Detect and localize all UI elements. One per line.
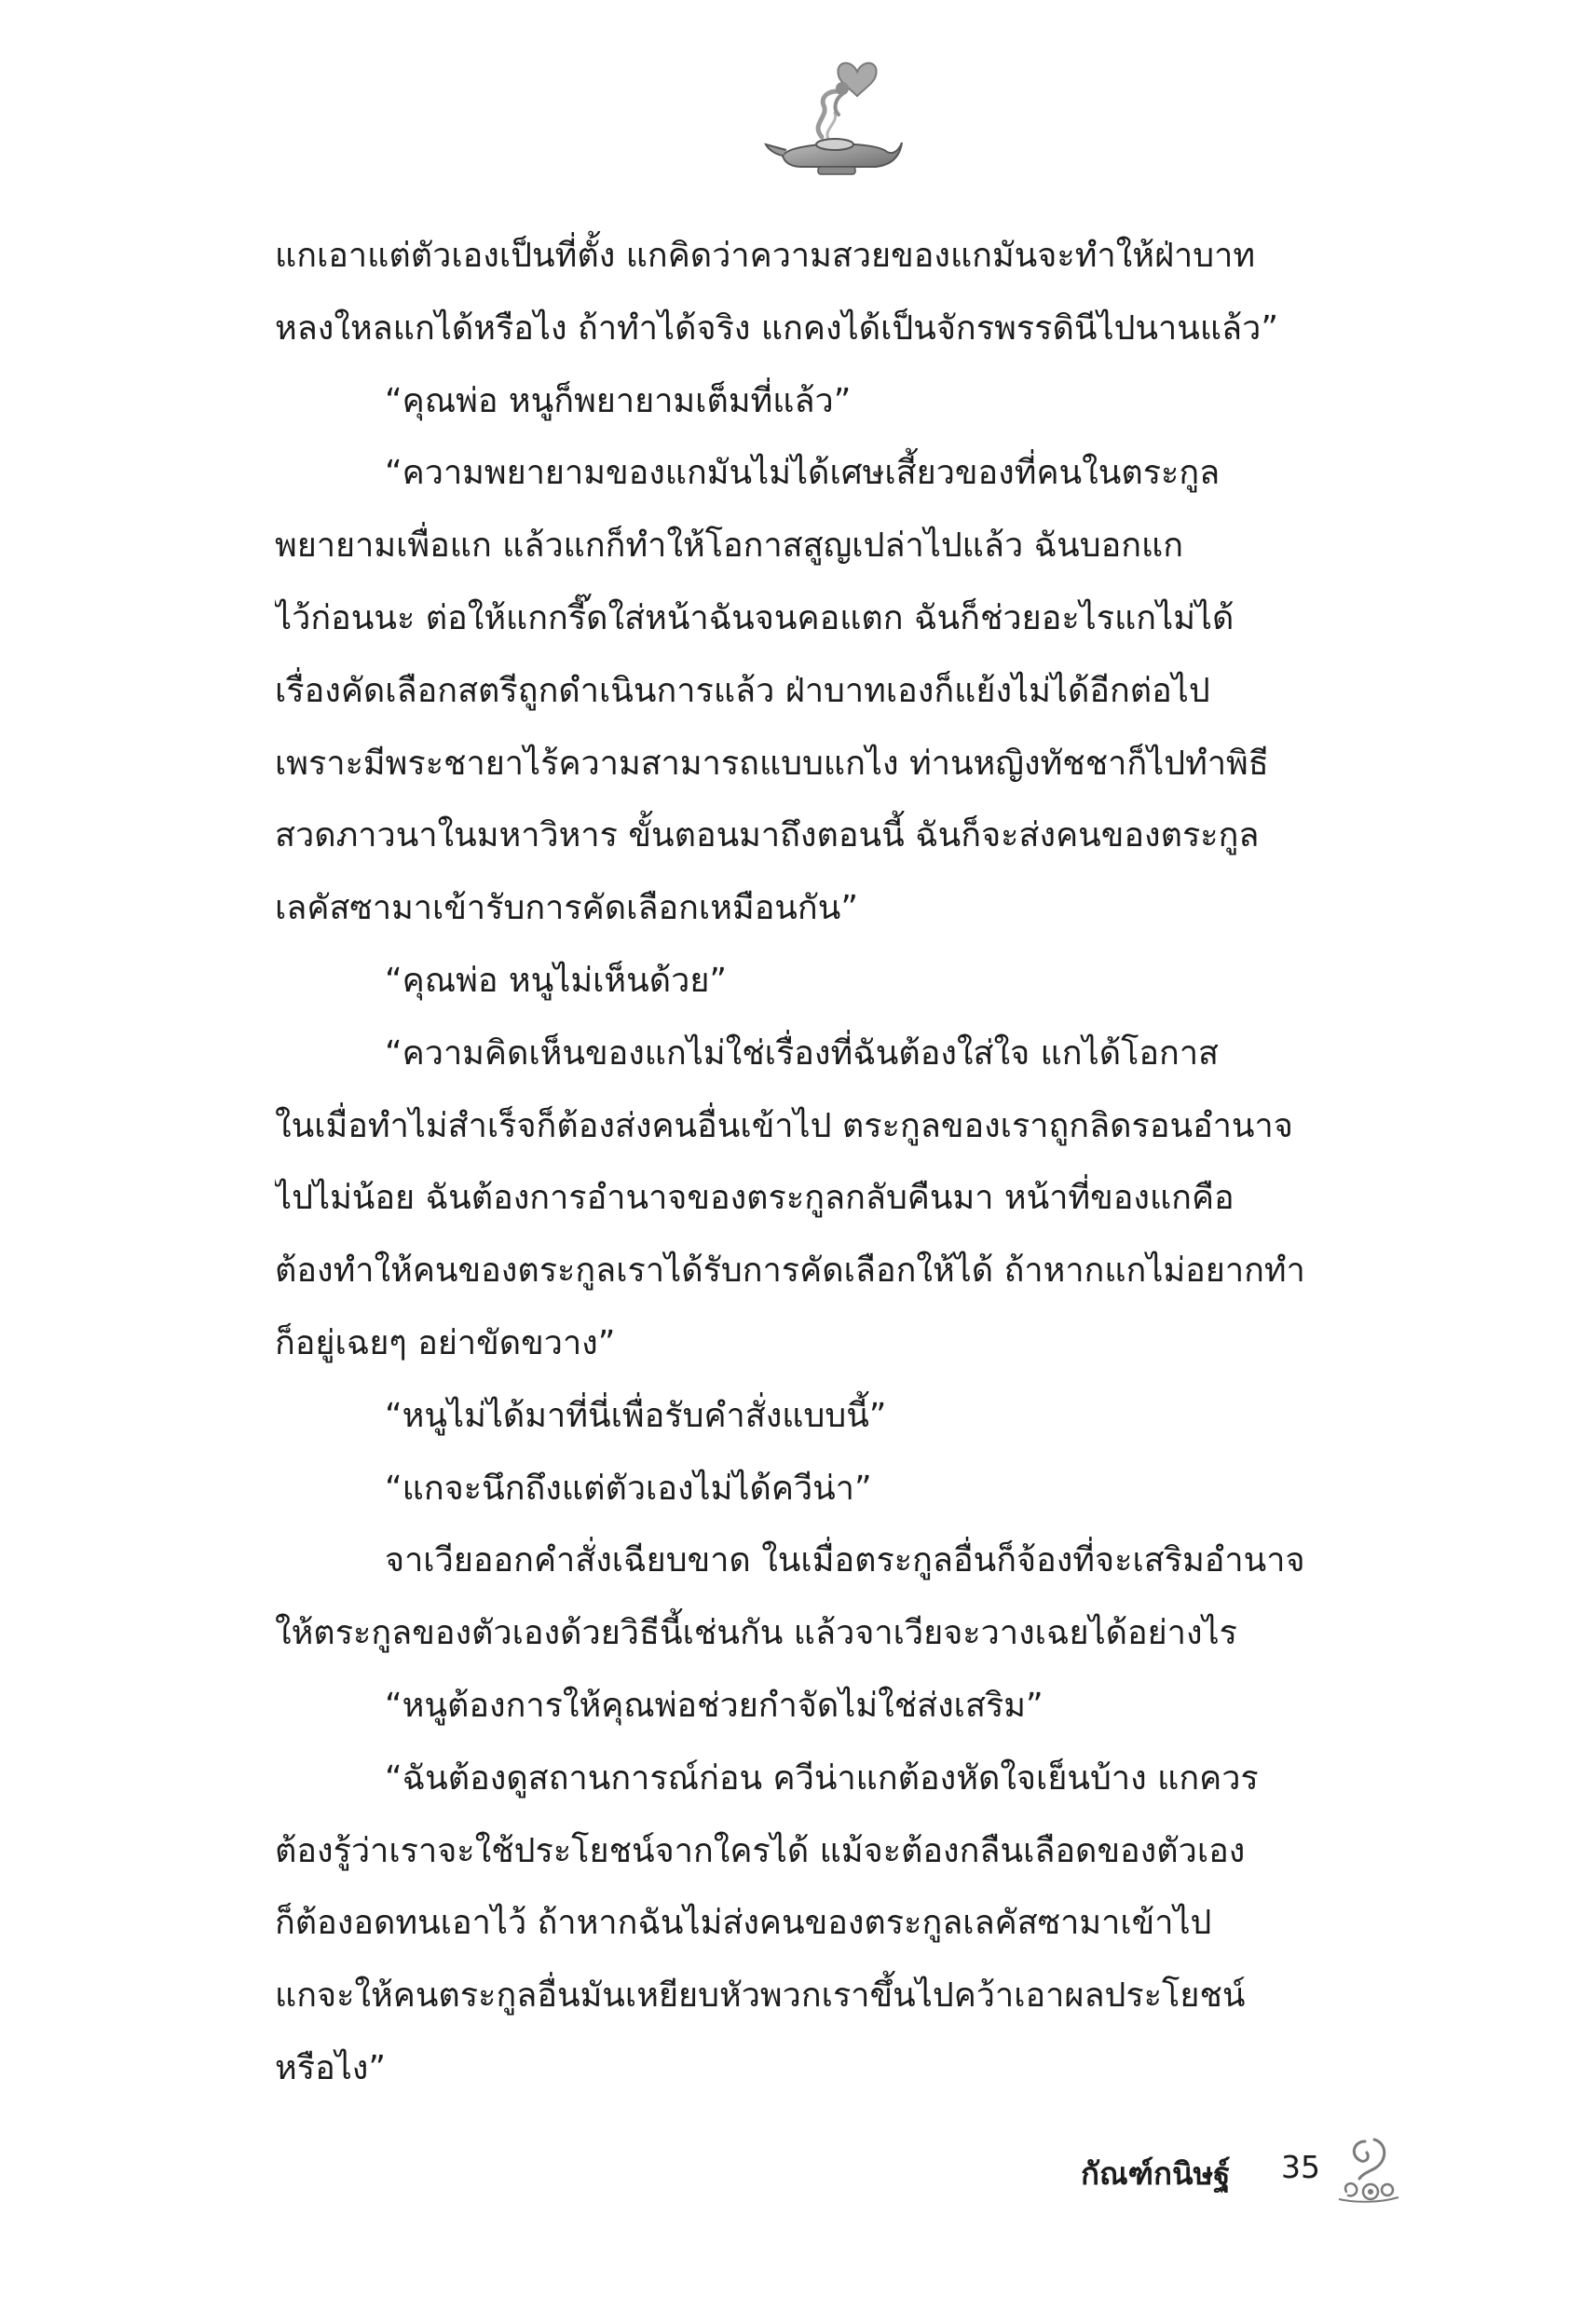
text-line: “หนูไม่ได้มาที่นี่เพื่อรับคำสั่งแบบนี้”: [385, 1396, 887, 1435]
text-line: ไปไม่น้อย ฉันต้องการอำนาจของตระกูลกลับคืนมา หน้าที่ของแกคือ: [275, 1179, 1235, 1218]
text-line: หรือไง”: [275, 2048, 387, 2087]
text-line: ไว้ก่อนนะ ต่อให้แกกรี๊ดใส่หน้าฉันจนคอแตก ฉันก็ช่วยอะไรแกไม่ได้: [275, 598, 1235, 637]
text-line: “ฉันต้องดูสถานการณ์ก่อน ควีน่าแกต้องหัดใจเย็นบ้าง แกควร: [385, 1758, 1259, 1798]
text-line: “คุณพ่อ หนูไม่เห็นด้วย”: [385, 961, 728, 1000]
page-footer: [1025, 2136, 1416, 2210]
text-line: พยายามเพื่อแก แล้วแกก็ทำให้โอกาสสูญเปล่าไปแล้ว ฉันบอกแก: [275, 526, 1184, 566]
text-line: ในเมื่อทำไม่สำเร็จก็ต้องส่งคนอื่นเข้าไป ตระกูลของเราถูกลิดรอนอำนาจ: [275, 1106, 1293, 1145]
text-line: “หนูต้องการให้คุณพ่อช่วยกำจัดไม่ใช่ส่งเสริม”: [385, 1686, 1044, 1725]
text-line: สวดภาวนาในมหาวิหาร ขั้นตอนมาถึงตอนนี้ ฉันก็จะส่งคนของตระกูล: [275, 816, 1260, 855]
floral-swirl-icon: [1337, 2136, 1402, 2206]
genie-lamp-with-heart-icon: [764, 51, 904, 182]
text-line: เพราะมีพระชายาไร้ความสามารถแบบแกไง ท่านหญิงทัชชาก็ไปทำพิธี: [275, 744, 1269, 783]
text-line: “ความพยายามของแกมันไม่ได้เศษเสี้ยวของที่คนในตระกูล: [385, 454, 1221, 493]
text-line: เรื่องคัดเลือกสตรีถูกดำเนินการแล้ว ฝ่าบาทเองก็แย้งไม่ได้อีกต่อไป: [275, 671, 1210, 710]
text-line: ก็ต้องอดทนเอาไว้ ถ้าหากฉันไม่ส่งคนของตระกูลเลคัสซามาเข้าไป: [275, 1904, 1212, 1943]
text-line: “คุณพ่อ หนูก็พยายามเต็มที่แล้ว”: [385, 381, 852, 420]
text-line: ให้ตระกูลของตัวเองด้วยวิธีนี้เช่นกัน แล้วจาเวียจะวางเฉยได้อย่างไร: [275, 1614, 1237, 1653]
text-line: แกเอาแต่ตัวเองเป็นที่ตั้ง แกคิดว่าความสวยของแกมันจะทำให้ฝ่าบาท: [275, 237, 1256, 275]
text-line: เลคัสซามาเข้ารับการคัดเลือกเหมือนกัน”: [275, 889, 858, 928]
text-line: ต้องทำให้คนของตระกูลเราได้รับการคัดเลือกให้ได้ ถ้าหากแกไม่อยากทำ: [275, 1251, 1305, 1291]
body-text: [275, 220, 1412, 2105]
text-line: จาเวียออกคำสั่งเฉียบขาด ในเมื่อตระกูลอื่นก็จ้องที่จะเสริมอำนาจ: [385, 1541, 1305, 1580]
page-number: 35: [1281, 2149, 1320, 2185]
text-line: “แกจะนึกถึงแต่ตัวเองไม่ได้ควีน่า”: [385, 1469, 872, 1508]
book-title: กัณฑ์กนิษฐ์: [1081, 2155, 1231, 2192]
text-line: “ความคิดเห็นของแกไม่ใช่เรื่องที่ฉันต้องใส่ใจ แกได้โอกาส: [385, 1033, 1220, 1073]
text-line: หลงใหลแกได้หรือไง ถ้าทำได้จริง แกคงได้เป็นจักรพรรดินีไปนานแล้ว”: [275, 308, 1278, 348]
text-line: ก็อยู่เฉยๆ อย่าขัดขวาง”: [275, 1323, 616, 1362]
text-line: ต้องรู้ว่าเราจะใช้ประโยชน์จากใครได้ แม้จะต้องกลืนเลือดของตัวเอง: [275, 1831, 1246, 1870]
text-line: แกจะให้คนตระกูลอื่นมันเหยียบหัวพวกเราขึ้นไปคว้าเอาผลประโยชน์: [275, 1976, 1246, 2016]
